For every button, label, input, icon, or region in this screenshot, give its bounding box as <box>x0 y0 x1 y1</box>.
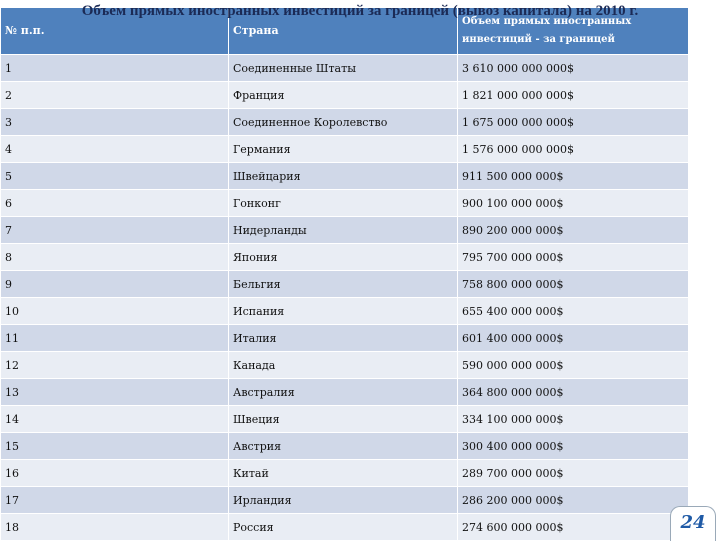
header-investment-volume: Объем прямых иностранных инвестиций - за границей <box>458 8 689 55</box>
cell-country: Австралия <box>229 379 458 406</box>
table-row <box>1 379 689 406</box>
cell-country: Ирландия <box>229 487 458 514</box>
table-row <box>1 298 689 325</box>
cell-number: 13 <box>1 379 229 406</box>
investment-table <box>0 7 689 541</box>
cell-number: 18 <box>1 514 229 541</box>
cell-country: Бельгия <box>229 271 458 298</box>
cell-investment: 795 700 000 000$ <box>458 244 689 271</box>
cell-number: 2 <box>1 82 229 109</box>
cell-investment: 900 100 000 000$ <box>458 190 689 217</box>
cell-country: Япония <box>229 244 458 271</box>
table-row <box>1 325 689 352</box>
table-row <box>1 163 689 190</box>
cell-investment: 3 610 000 000 000$ <box>458 55 689 82</box>
cell-investment: 274 600 000 000$ <box>458 514 689 541</box>
cell-country: Италия <box>229 325 458 352</box>
page-number: 24 <box>670 506 716 541</box>
table-row <box>1 514 689 541</box>
cell-number: 6 <box>1 190 229 217</box>
cell-investment: 300 400 000 000$ <box>458 433 689 460</box>
table-row <box>1 460 689 487</box>
cell-investment: 1 576 000 000 000$ <box>458 136 689 163</box>
cell-number: 8 <box>1 244 229 271</box>
table-row <box>1 244 689 271</box>
cell-number: 10 <box>1 298 229 325</box>
cell-investment: 289 700 000 000$ <box>458 460 689 487</box>
cell-investment: 364 800 000 000$ <box>458 379 689 406</box>
cell-country: Нидерланды <box>229 217 458 244</box>
cell-investment: 758 800 000 000$ <box>458 271 689 298</box>
table-row <box>1 109 689 136</box>
slide-title: Объем прямых иностранных инвестиций за границей (вывоз капитала) на 2010 г. <box>81 3 639 19</box>
table-body <box>1 55 689 541</box>
table-row <box>1 55 689 82</box>
cell-country: Канада <box>229 352 458 379</box>
table-row <box>1 406 689 433</box>
header-country: Страна <box>229 8 458 55</box>
cell-country: Китай <box>229 460 458 487</box>
cell-investment: 590 000 000 000$ <box>458 352 689 379</box>
cell-country: Гонконг <box>229 190 458 217</box>
table-row <box>1 352 689 379</box>
header-number: № п.п. <box>1 8 229 55</box>
cell-number: 16 <box>1 460 229 487</box>
cell-number: 15 <box>1 433 229 460</box>
cell-country: Германия <box>229 136 458 163</box>
cell-country: Австрия <box>229 433 458 460</box>
cell-investment: 1 821 000 000 000$ <box>458 82 689 109</box>
cell-country: Соединенные Штаты <box>229 55 458 82</box>
cell-number: 3 <box>1 109 229 136</box>
table-row <box>1 433 689 460</box>
cell-number: 14 <box>1 406 229 433</box>
table-row <box>1 217 689 244</box>
cell-investment: 601 400 000 000$ <box>458 325 689 352</box>
cell-country: Швейцария <box>229 163 458 190</box>
cell-investment: 286 200 000 000$ <box>458 487 689 514</box>
cell-country: Швеция <box>229 406 458 433</box>
cell-investment: 334 100 000 000$ <box>458 406 689 433</box>
cell-country: Испания <box>229 298 458 325</box>
cell-country: Франция <box>229 82 458 109</box>
cell-number: 1 <box>1 55 229 82</box>
cell-country: Соединенное Королевство <box>229 109 458 136</box>
table-row <box>1 487 689 514</box>
cell-number: 17 <box>1 487 229 514</box>
cell-number: 12 <box>1 352 229 379</box>
table-row <box>1 136 689 163</box>
cell-number: 5 <box>1 163 229 190</box>
cell-investment: 1 675 000 000 000$ <box>458 109 689 136</box>
table-row <box>1 82 689 109</box>
cell-country: Россия <box>229 514 458 541</box>
cell-number: 4 <box>1 136 229 163</box>
cell-number: 11 <box>1 325 229 352</box>
table-row <box>1 271 689 298</box>
cell-number: 7 <box>1 217 229 244</box>
table-row <box>1 190 689 217</box>
cell-investment: 890 200 000 000$ <box>458 217 689 244</box>
cell-number: 9 <box>1 271 229 298</box>
cell-investment: 911 500 000 000$ <box>458 163 689 190</box>
cell-investment: 655 400 000 000$ <box>458 298 689 325</box>
